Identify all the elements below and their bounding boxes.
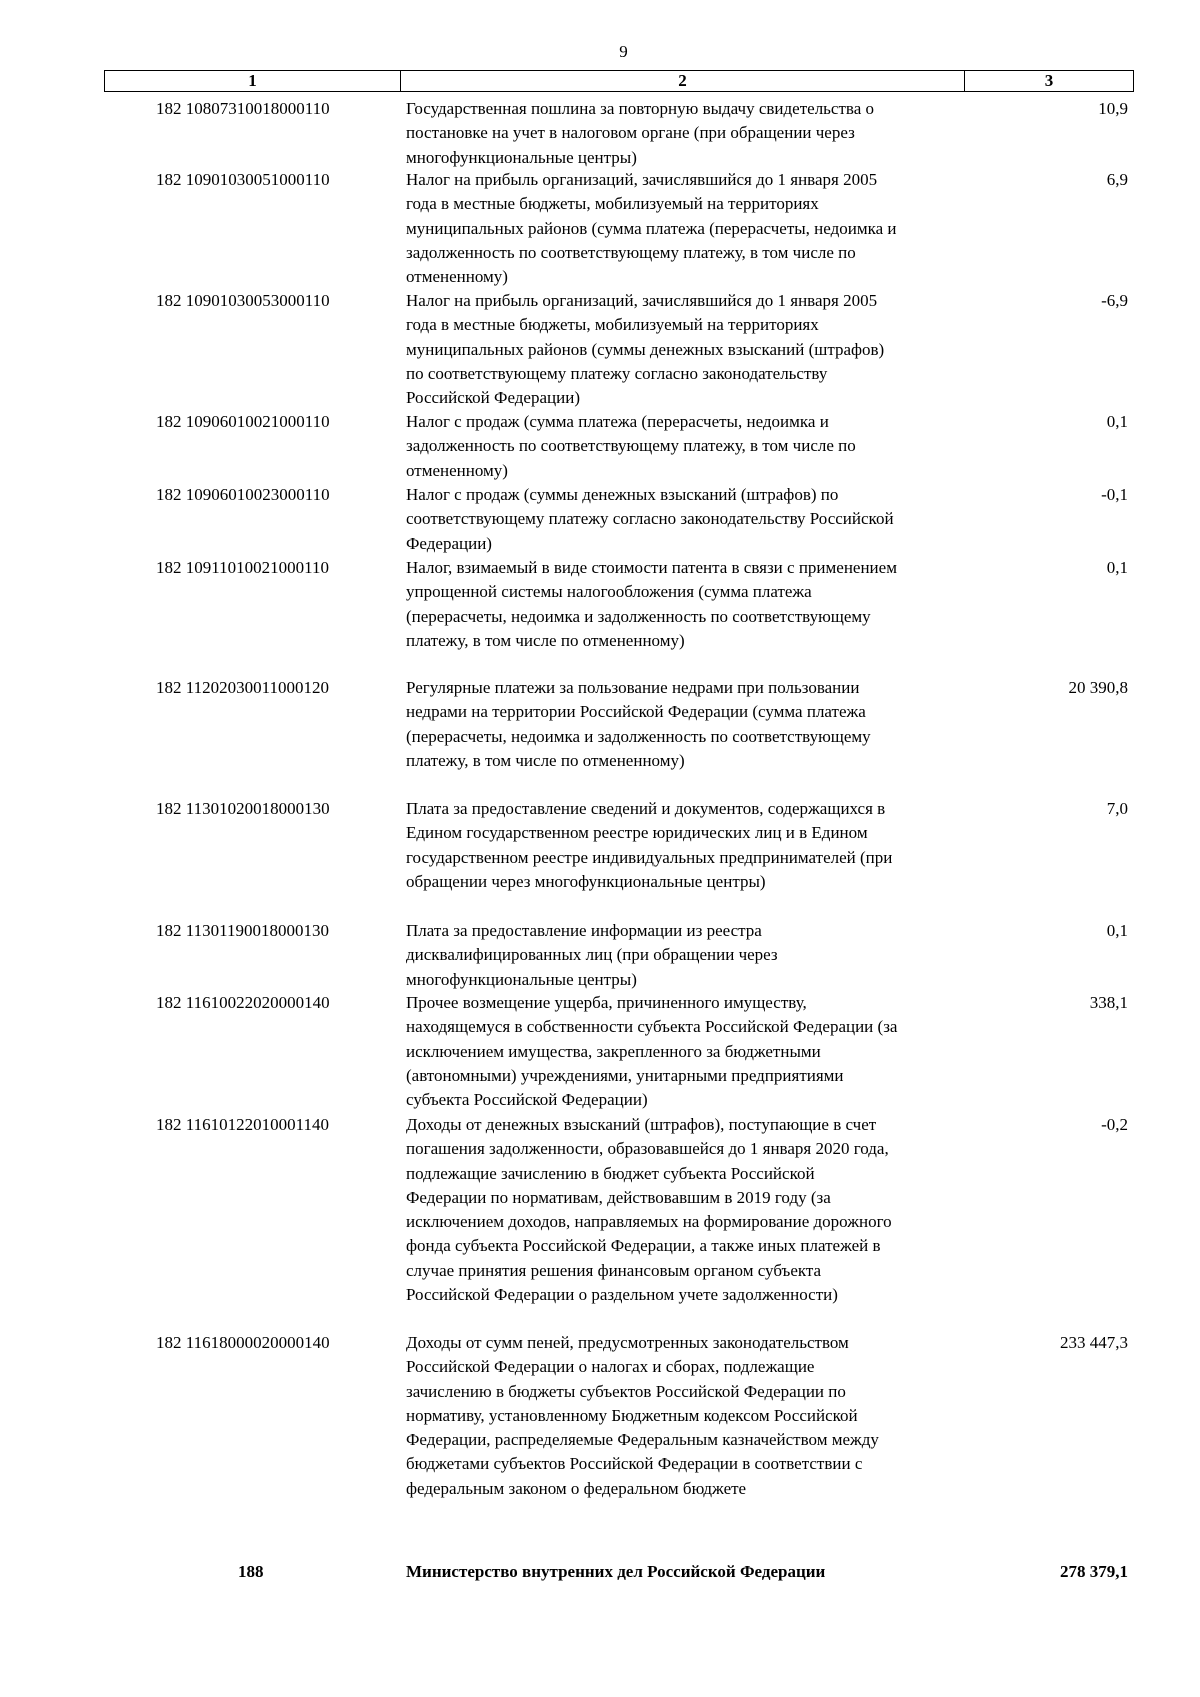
row-description-line: бюджетами субъектов Российской Федерации в соответствии с (406, 1454, 863, 1474)
row-code: 182 10911010021000110 (156, 558, 329, 577)
row-description-line: муниципальных районов (суммы денежных взысканий (штрафов) (406, 339, 885, 359)
row-description-line: многофункциональные центры) (406, 147, 637, 167)
row-description-line: исключением имущества, закрепленного за бюджетными (406, 1041, 821, 1061)
row-description-line: Доходы от сумм пеней, предусмотренных законодательством (406, 1333, 849, 1352)
row-code: 182 11202030011000120 (156, 678, 329, 697)
row-amount: 338,1 (1089, 993, 1128, 1012)
row-amount: 20 390,8 (1068, 678, 1128, 697)
row-description-line: исключением доходов, направляемых на формирование дорожного (406, 1212, 892, 1232)
row-description-line: подлежащие зачислению в бюджет субъекта Российской (406, 1163, 815, 1183)
row-description-line: по соответствующему платежу согласно законодательству (406, 363, 828, 383)
row-amount: 6,9 (1106, 170, 1128, 189)
row-description-line: Российской Федерации о налогах и сборах, подлежащие (406, 1357, 815, 1377)
row-description (406, 168, 966, 289)
row-description-line: Налог на прибыль организаций, зачислявшийся до 1 января 2005 (406, 170, 878, 189)
row-amount: 0,1 (1106, 921, 1128, 940)
total-name: Министерство внутренних дел Российской Федерации (406, 1562, 826, 1581)
row-description-line: соответствующему платежу согласно законодательству Российской (406, 509, 894, 529)
row-description (406, 797, 966, 894)
row-description-line: случае принятия решения финансовым органом субъекта (406, 1260, 822, 1280)
header-col-2: 2 (401, 71, 965, 91)
row-amount: -0,1 (1101, 485, 1128, 504)
row-description-line: Налог с продаж (сумма платежа (перерасчеты, недоимка и (406, 412, 829, 431)
row-description (406, 97, 966, 170)
row-description-line: отмененному) (406, 267, 508, 287)
row-amount: 233 447,3 (1060, 1333, 1128, 1352)
row-description (406, 991, 966, 1112)
row-description-line: федеральным законом о федеральном бюджете (406, 1478, 747, 1498)
row-description-line: находящемуся в собственности субъекта Российской Федерации (за (406, 1017, 898, 1037)
row-description-line: Федерации, распределяемые Федеральным казначейством между (406, 1430, 879, 1450)
row-description-line: зачислению в бюджеты субъектов Российской Федерации по (406, 1381, 846, 1401)
row-description-line: упрощенной системы налогообложения (сумма платежа (406, 582, 812, 602)
row-description-line: года в местные бюджеты, мобилизуемый на территориях (406, 315, 819, 335)
row-amount: 0,1 (1106, 558, 1128, 577)
row-description-line: Налог, взимаемый в виде стоимости патента в связи с применением (406, 558, 897, 577)
row-description-line: года в местные бюджеты, мобилизуемый на территориях (406, 194, 819, 214)
row-description (406, 556, 966, 653)
row-description-line: Едином государственном реестре юридических лиц и в Едином (406, 823, 868, 843)
row-description-line: государственном реестре индивидуальных предпринимателей (при (406, 847, 893, 867)
row-description-line: постановке на учет в налоговом органе (при обращении через (406, 123, 855, 143)
page-number: 9 (619, 42, 628, 61)
row-code: 182 10906010021000110 (156, 412, 330, 431)
row-description-line: многофункциональные центры) (406, 969, 637, 989)
row-description-line: Государственная пошлина за повторную выдачу свидетельства о (406, 99, 874, 118)
row-code: 182 10906010023000110 (156, 485, 330, 504)
row-description-line: Доходы от денежных взысканий (штрафов), поступающие в счет (406, 1115, 877, 1134)
row-description-line: Налог на прибыль организаций, зачислявшийся до 1 января 2005 (406, 291, 878, 310)
row-description (406, 919, 966, 992)
row-description (406, 676, 966, 773)
row-description-line: Регулярные платежи за пользование недрами при пользовании (406, 678, 860, 697)
total-code: 188 (238, 1562, 264, 1581)
row-description-line: Плата за предоставление сведений и документов, содержащихся в (406, 799, 886, 818)
row-description-line: нормативу, установленному Бюджетным кодексом Российской (406, 1405, 858, 1425)
row-description-line: Российской Федерации о раздельном учете задолженности) (406, 1285, 838, 1305)
row-description-line: Федерации по нормативам, действовавшим в 2019 году (за (406, 1187, 831, 1207)
row-description-line: Прочее возмещение ущерба, причиненного имуществу, (406, 993, 807, 1012)
row-description-line: (автономными) учреждениями, унитарными предприятиями (406, 1065, 844, 1085)
row-amount: 10,9 (1098, 99, 1128, 118)
row-code: 182 11301190018000130 (156, 921, 329, 940)
row-description-line: задолженность по соответствующему платежу, в том числе по (406, 436, 856, 456)
row-description-line: Федерации) (406, 533, 492, 553)
row-code: 182 10807310018000110 (156, 99, 330, 118)
row-description-line: погашения задолженности, образовавшейся до 1 января 2020 года, (406, 1139, 889, 1159)
row-code: 182 11610022020000140 (156, 993, 330, 1012)
row-code: 182 10901030051000110 (156, 170, 330, 189)
row-description-line: Налог с продаж (суммы денежных взысканий (штрафов) по (406, 485, 839, 504)
row-description (406, 1331, 966, 1501)
table-header (104, 70, 1134, 92)
row-description-line: недрами на территории Российской Федерации (сумма платежа (406, 702, 866, 722)
row-description-line: задолженность по соответствующему платежу, в том числе по (406, 242, 856, 262)
row-description-line: Российской Федерации) (406, 388, 580, 408)
row-description-line: дисквалифицированных лиц (при обращении через (406, 945, 778, 965)
row-code: 182 10901030053000110 (156, 291, 330, 310)
row-amount: 0,1 (1106, 412, 1128, 431)
row-amount: 7,0 (1106, 799, 1128, 818)
row-description-line: Плата за предоставление информации из реестра (406, 921, 762, 940)
row-description-line: (перерасчеты, недоимка и задолженность по соответствующему (406, 726, 871, 746)
row-description-line: (перерасчеты, недоимка и задолженность по соответствующему (406, 606, 871, 626)
row-description-line: отмененному) (406, 460, 508, 480)
row-description (406, 289, 966, 410)
header-col-3: 3 (1044, 71, 1054, 90)
row-description-line: субъекта Российской Федерации) (406, 1090, 648, 1110)
row-code: 182 11618000020000140 (156, 1333, 330, 1352)
row-code: 182 11610122010001140 (156, 1115, 329, 1134)
row-description (406, 1113, 966, 1307)
row-code: 182 11301020018000130 (156, 799, 330, 818)
row-description-line: фонда субъекта Российской Федерации, а также иных платежей в (406, 1236, 881, 1256)
row-description-line: обращении через многофункциональные центры) (406, 871, 766, 891)
row-description (406, 410, 966, 483)
row-description-line: платежу, в том числе по отмененному) (406, 630, 685, 650)
row-amount: -6,9 (1101, 291, 1128, 310)
row-description-line: муниципальных районов (сумма платежа (перерасчеты, недоимка и (406, 218, 897, 238)
row-amount: -0,2 (1101, 1115, 1128, 1134)
row-description-line: платежу, в том числе по отмененному) (406, 750, 685, 770)
total-amount: 278 379,1 (1060, 1562, 1128, 1581)
header-col-1: 1 (105, 71, 401, 91)
row-description (406, 483, 966, 556)
